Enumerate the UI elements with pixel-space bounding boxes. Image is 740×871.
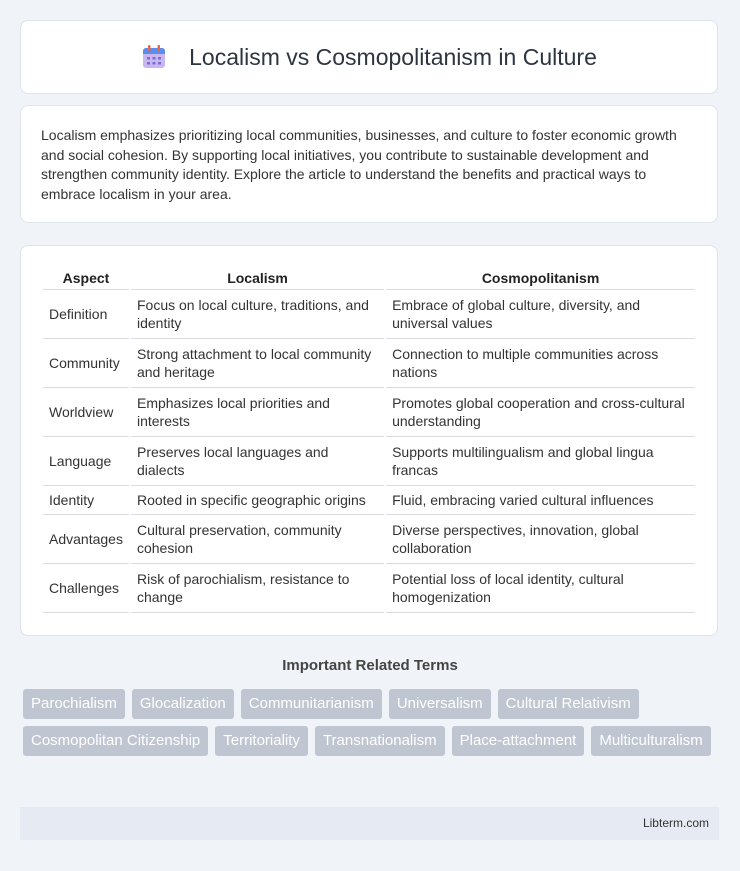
cell-localism: Preserves local languages and dialects [131, 437, 384, 486]
calendar-icon [141, 44, 167, 70]
cell-localism: Emphasizes local priorities and interests [131, 388, 384, 437]
related-terms-list [23, 689, 723, 756]
table-row [43, 486, 695, 515]
cell-aspect: Challenges [43, 564, 129, 613]
cell-localism: Cultural preservation, community cohesion [131, 515, 384, 564]
cell-cosmopolitanism: Supports multilingualism and global lingua francas [386, 437, 695, 486]
table-row [43, 515, 695, 564]
tag-territoriality[interactable]: Territoriality [215, 726, 308, 756]
cell-cosmopolitanism: Connection to multiple communities across nations [386, 339, 695, 388]
cell-cosmopolitanism: Promotes global cooperation and cross-cultural understanding [386, 388, 695, 437]
cell-aspect: Advantages [43, 515, 129, 564]
table-row [43, 564, 695, 613]
header-cosmopolitanism: Cosmopolitanism [386, 268, 695, 290]
tag-communitarianism[interactable]: Communitarianism [241, 689, 382, 719]
cell-localism: Focus on local culture, traditions, and identity [131, 290, 384, 339]
table-row [43, 339, 695, 388]
table-row [43, 290, 695, 339]
cell-aspect: Language [43, 437, 129, 486]
cell-aspect: Community [43, 339, 129, 388]
related-terms-title: Important Related Terms [282, 657, 458, 674]
intro-text: Localism emphasizes prioritizing local communities, businesses, and culture to foster economic growth and social cohesion. By supporting local initiatives, you contribute to sustainable development and strengthen community identity. Explore the article to understand the benefits and practical ways to embrace localism in your area. [41, 127, 677, 202]
intro-card [20, 105, 718, 223]
cell-cosmopolitanism: Diverse perspectives, innovation, global collaboration [386, 515, 695, 564]
tag-parochialism[interactable]: Parochialism [23, 689, 125, 719]
title-card [20, 20, 718, 94]
tag-multiculturalism[interactable]: Multiculturalism [591, 726, 710, 756]
tag-cultural-relativism[interactable]: Cultural Relativism [498, 689, 639, 719]
cell-aspect: Definition [43, 290, 129, 339]
table-header-row [43, 268, 695, 290]
footer-site-link[interactable]: Libterm.com [642, 816, 709, 830]
cell-aspect: Worldview [43, 388, 129, 437]
tag-transnationalism[interactable]: Transnationalism [315, 726, 445, 756]
cell-aspect: Identity [43, 486, 129, 515]
cell-cosmopolitanism: Embrace of global culture, diversity, and universal values [386, 290, 695, 339]
tag-universalism[interactable]: Universalism [389, 689, 491, 719]
header-aspect: Aspect [43, 268, 129, 290]
cell-localism: Rooted in specific geographic origins [131, 486, 384, 515]
tag-glocalization[interactable]: Glocalization [132, 689, 234, 719]
page-title: Localism vs Cosmopolitanism in Culture [189, 43, 597, 70]
comparison-table [41, 268, 697, 613]
cell-localism: Strong attachment to local community and heritage [131, 339, 384, 388]
tag-place-attachment[interactable]: Place-attachment [452, 726, 585, 756]
header-localism: Localism [131, 268, 384, 290]
cell-cosmopolitanism: Potential loss of local identity, cultural homogenization [386, 564, 695, 613]
cell-localism: Risk of parochialism, resistance to change [131, 564, 384, 613]
cell-cosmopolitanism: Fluid, embracing varied cultural influences [386, 486, 695, 515]
comparison-table-card [20, 245, 718, 636]
table-row [43, 388, 695, 437]
table-row [43, 437, 695, 486]
footer [20, 807, 719, 840]
tag-cosmopolitan-citizenship[interactable]: Cosmopolitan Citizenship [23, 726, 208, 756]
